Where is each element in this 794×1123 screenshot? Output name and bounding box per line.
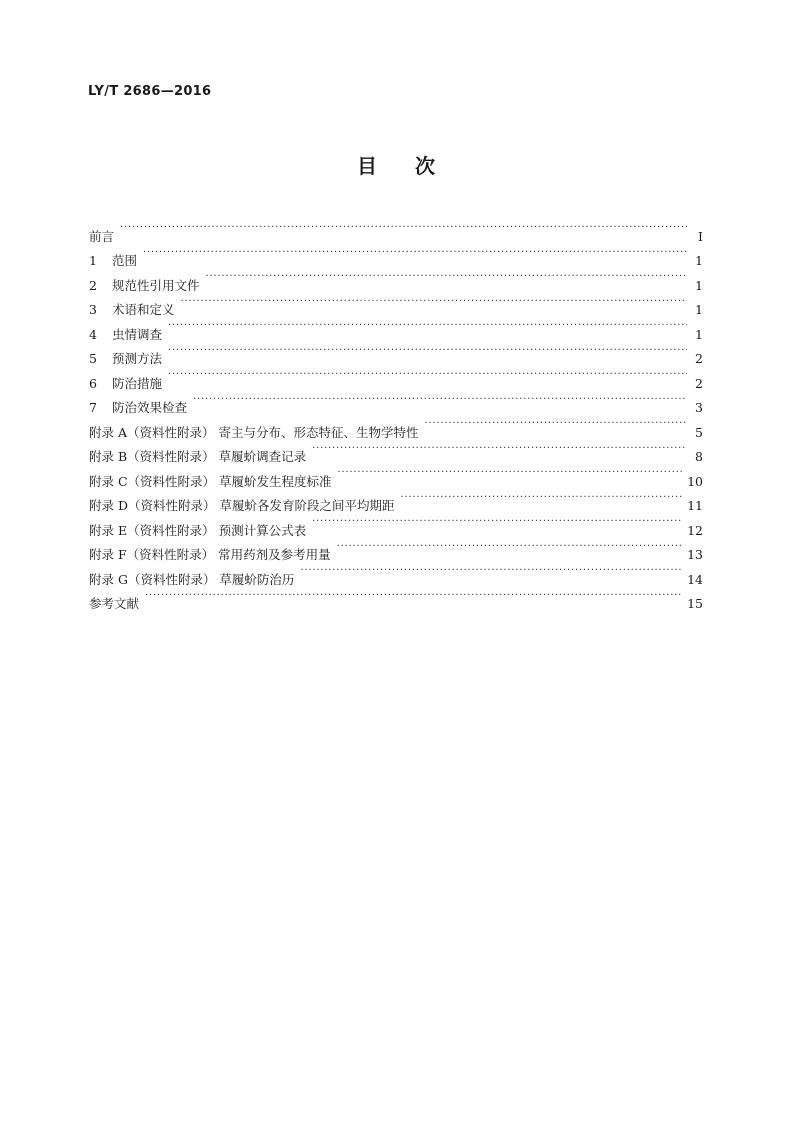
toc-entry-7[interactable] bbox=[89, 388, 703, 413]
toc-entry-page: Ⅰ bbox=[698, 228, 703, 244]
toc-entry-title: 防治措施 bbox=[112, 375, 163, 391]
toc-leader-dots bbox=[424, 412, 687, 437]
toc-leader-dots bbox=[400, 486, 683, 511]
toc-entry-preface[interactable] bbox=[89, 216, 703, 244]
toc-entry-page: 5 bbox=[695, 424, 703, 440]
toc-entry-page: 12 bbox=[687, 522, 703, 538]
toc-entry-number: 5 bbox=[89, 351, 97, 366]
toc-entry-5[interactable] bbox=[89, 339, 703, 364]
toc-entry-title: 附录 C（资料性附录） 草履蚧发生程度标准 bbox=[89, 473, 332, 489]
title-part-1: 目 bbox=[357, 154, 379, 178]
toc-leader-dots bbox=[206, 265, 687, 290]
toc-entry-title: 范围 bbox=[112, 253, 138, 268]
toc-entry-number: 1 bbox=[89, 253, 97, 268]
toc-entry-page: 14 bbox=[687, 571, 703, 587]
toc-leader-dots bbox=[168, 363, 687, 388]
toc-leader-dots bbox=[300, 559, 683, 584]
toc-entry-page: 13 bbox=[687, 547, 703, 562]
toc-entry-title: 附录 A（资料性附录） 寄主与分布、形态特征、生物学特性 bbox=[89, 424, 419, 440]
toc-leader-dots bbox=[120, 216, 687, 241]
toc-entry-title: 附录 E（资料性附录） 预测计算公式表 bbox=[89, 522, 307, 538]
toc-entry-page: 2 bbox=[695, 375, 703, 391]
toc-entry-page: 11 bbox=[687, 498, 703, 513]
toc-entry-title: 参考文献 bbox=[89, 596, 140, 611]
toc-entry-number: 3 bbox=[89, 302, 97, 317]
toc-entry-title: 附录 B（资料性附录） 草履蚧调查记录 bbox=[89, 449, 307, 464]
toc-entry-title: 术语和定义 bbox=[112, 302, 175, 317]
toc-entry-title: 附录 F（资料性附录） 常用药剂及参考用量 bbox=[89, 547, 331, 562]
toc-entry-title: 附录 D（资料性附录） 草履蚧各发育阶段之间平均期距 bbox=[89, 498, 395, 513]
toc-entry-page: 1 bbox=[695, 277, 703, 293]
toc-entry-page: 10 bbox=[687, 473, 703, 489]
toc-entry-page: 1 bbox=[695, 253, 703, 268]
toc-entry-title: 规范性引用文件 bbox=[112, 277, 200, 293]
toc-leader-dots bbox=[312, 437, 687, 462]
toc-leader-dots bbox=[193, 388, 687, 413]
toc-entry-4[interactable] bbox=[89, 314, 703, 342]
page-title bbox=[0, 150, 794, 179]
toc-entry-number: 4 bbox=[89, 326, 97, 342]
toc-entry-page: 1 bbox=[695, 302, 703, 317]
toc-leader-dots bbox=[145, 584, 683, 609]
toc-entry-1[interactable] bbox=[89, 241, 703, 266]
toc-entry-3[interactable] bbox=[89, 290, 703, 315]
toc-entry-page: 8 bbox=[695, 449, 703, 464]
toc-entry-title: 附录 G（资料性附录） 草履蚧防治历 bbox=[89, 571, 295, 587]
toc-leader-dots bbox=[168, 339, 687, 364]
toc-entry-title: 预测方法 bbox=[112, 351, 163, 366]
toc-leader-dots bbox=[168, 314, 687, 339]
toc-entry-2[interactable] bbox=[89, 265, 703, 293]
toc-entry-page: 1 bbox=[695, 326, 703, 342]
toc-entry-number: 2 bbox=[89, 277, 97, 293]
table-of-contents bbox=[89, 216, 703, 611]
toc-entry-title: 前言 bbox=[89, 228, 115, 244]
toc-entry-page: 2 bbox=[695, 351, 703, 366]
standard-code: LY/T 2686—2016 bbox=[88, 84, 212, 99]
toc-entry-number: 6 bbox=[89, 375, 97, 391]
toc-leader-dots bbox=[337, 535, 683, 560]
toc-leader-dots bbox=[338, 461, 684, 486]
toc-entry-page: 15 bbox=[687, 596, 703, 611]
title-part-2: 次 bbox=[415, 154, 437, 178]
toc-leader-dots bbox=[143, 241, 687, 266]
toc-entry-6[interactable] bbox=[89, 363, 703, 391]
toc-entry-title: 防治效果检查 bbox=[112, 400, 188, 415]
toc-entry-page: 3 bbox=[695, 400, 703, 415]
toc-entry-references[interactable] bbox=[89, 584, 703, 609]
toc-leader-dots bbox=[181, 290, 687, 315]
toc-leader-dots bbox=[312, 510, 683, 535]
toc-entry-title: 虫情调查 bbox=[112, 326, 163, 342]
toc-entry-number: 7 bbox=[89, 400, 97, 415]
